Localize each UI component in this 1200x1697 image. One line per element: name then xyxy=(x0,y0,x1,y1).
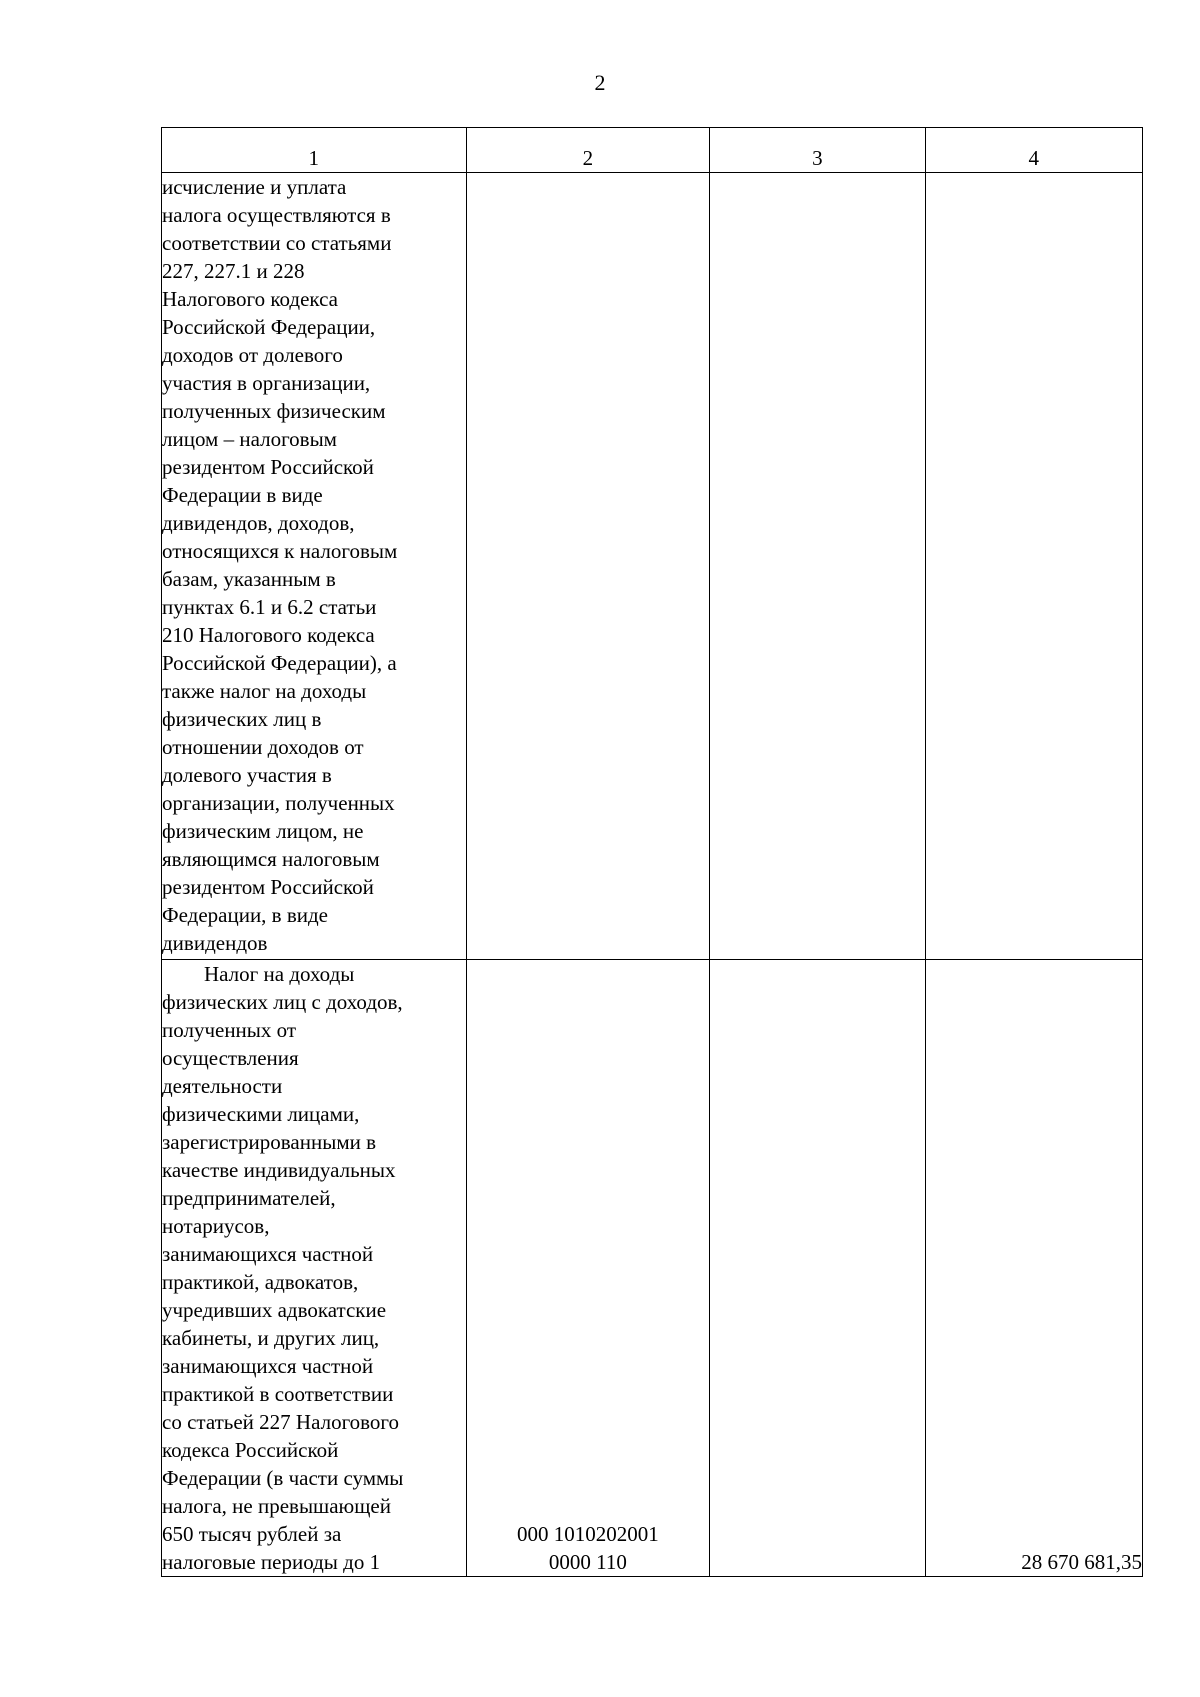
budget-table xyxy=(161,127,1143,1577)
table-header xyxy=(162,128,1143,173)
header-col-1: 1 xyxy=(162,128,467,173)
row-amount-cell xyxy=(925,173,1142,960)
header-col-3: 3 xyxy=(710,128,925,173)
header-col-2: 2 xyxy=(466,128,709,173)
row-name-text: исчисление и уплата налога осуществляются в соответствии со статьями 227, 227.1 и 228 Налогового кодекса Российской Федерации, доходов от долевого участия в организации, полученных физическим лицом – налоговым резидентом Российской Федерации в виде дивидендов, доходов, относящихся к налоговым базам, указанным в пунктах 6.1 и 6.2 статьи 210 Налогового кодекса Российской Федерации), а также налог на доходы физических лиц в отношении доходов от долевого участия в организации, полученных физическим лицом, не являющимся налоговым резидентом Российской Федерации, в виде дивидендов xyxy=(162,175,398,955)
header-row xyxy=(162,128,1143,173)
row-col3-cell xyxy=(710,960,925,1577)
row-name-cell xyxy=(162,173,467,960)
row-name-text: Налог на доходы физических лиц с доходов, полученных от осуществления деятельности физическими лицами, зарегистрированными в качестве индивидуальных предпринимателей, нотариусов, занимающихся частной практикой, адвокатов, учредивших адвокатские кабинеты, и других лиц, занимающихся частной практикой в соответствии со статьей 227 Налогового кодекса Российской Федерации (в части суммы налога, не превышающей 650 тысяч рублей за налоговые периоды до 1 xyxy=(162,962,404,1574)
header-col-4: 4 xyxy=(925,128,1142,173)
row-amount-cell: 28 670 681,35 xyxy=(925,960,1142,1577)
table-row xyxy=(162,960,1143,1577)
page-number: 2 xyxy=(594,70,606,95)
row-code-cell xyxy=(466,173,709,960)
row-code-cell: 000 1010202001 0000 110 xyxy=(466,960,709,1577)
row-col3-cell xyxy=(710,173,925,960)
table-row xyxy=(162,173,1143,960)
row-name-cell xyxy=(162,960,467,1577)
